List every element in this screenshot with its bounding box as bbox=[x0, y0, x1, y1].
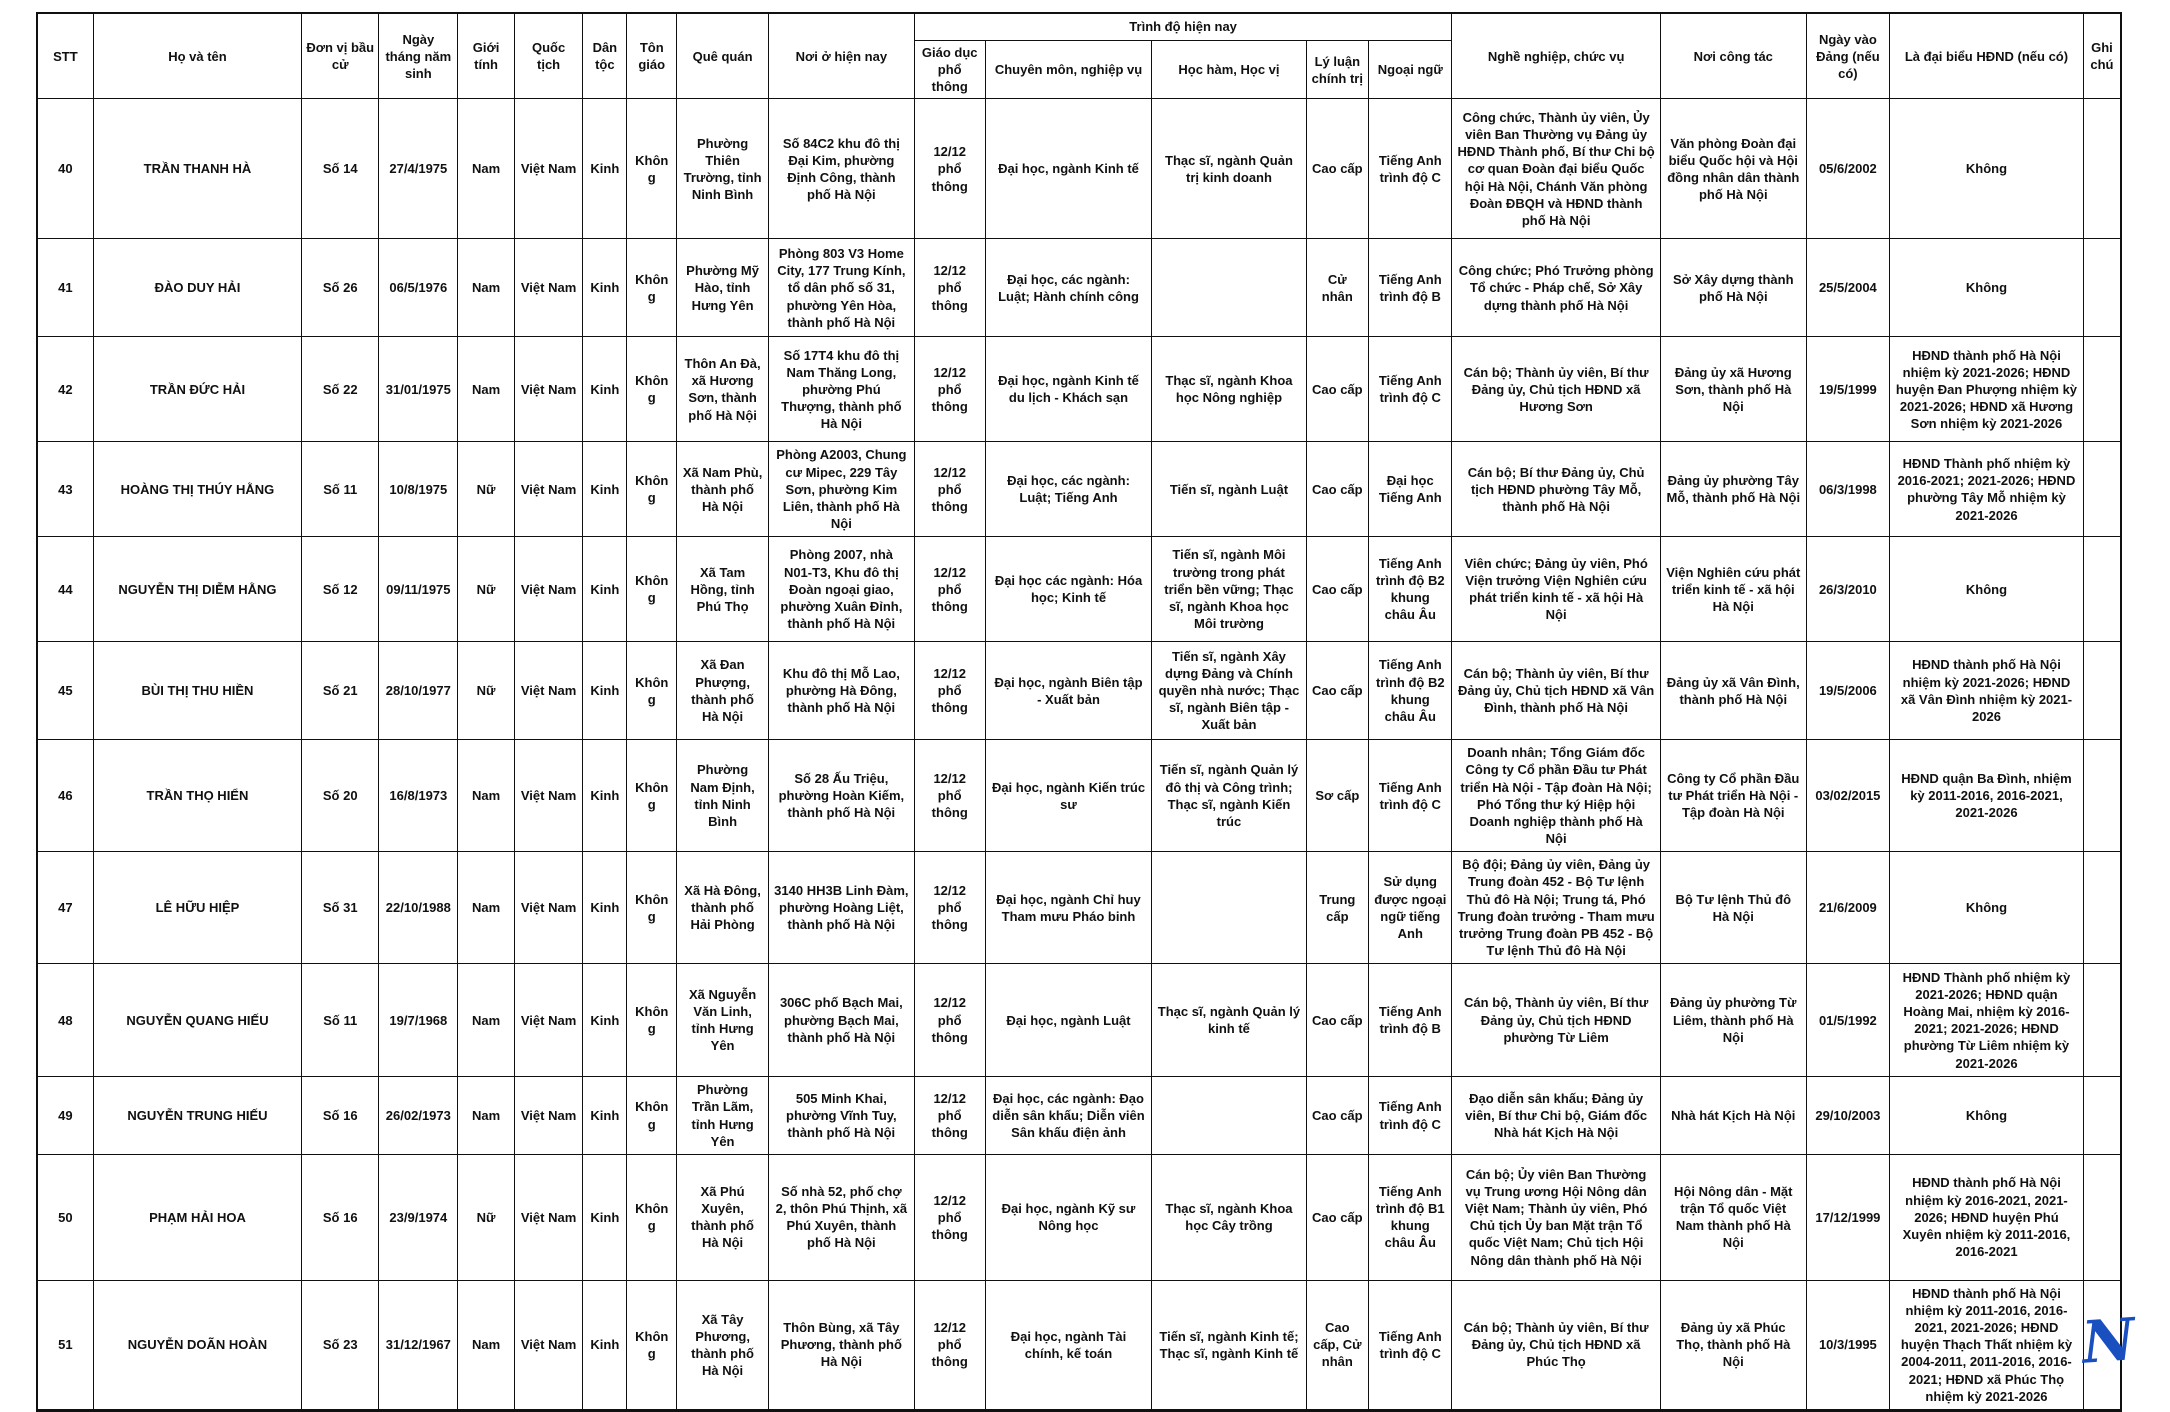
col-header-dai-bieu-hdnd: Là đại biểu HĐND (nếu có) bbox=[1890, 13, 2084, 99]
col-header-que-quan: Quê quán bbox=[677, 13, 769, 99]
cell-dan-toc: Kinh bbox=[583, 1280, 627, 1410]
cell-don-vi-bau-cu: Số 23 bbox=[302, 1280, 379, 1410]
cell-chuyen-mon: Đại học, ngành Luật bbox=[985, 964, 1152, 1077]
cell-noi-cong-tac: Đảng ủy xã Hương Sơn, thành phố Hà Nội bbox=[1660, 337, 1806, 442]
cell-ghi-chu bbox=[2083, 337, 2121, 442]
cell-ngay-sinh: 23/9/1974 bbox=[379, 1154, 458, 1280]
cell-gioi-tinh: Nữ bbox=[458, 442, 514, 537]
cell-giao-duc-pho-thong: 12/12 phổ thông bbox=[914, 1077, 985, 1155]
col-header-don-vi-bau-cu: Đơn vị bầu cử bbox=[302, 13, 379, 99]
table-body bbox=[37, 99, 2121, 1410]
cell-quoc-tich: Việt Nam bbox=[514, 642, 583, 740]
cell-ly-luan-chinh-tri: Cao cấp bbox=[1306, 442, 1369, 537]
cell-don-vi-bau-cu: Số 12 bbox=[302, 537, 379, 642]
cell-noi-o-hien-nay: Phòng 2007, nhà N01-T3, Khu đô thị Đoàn ngoại giao, phường Xuân Đỉnh, thành phố Hà Nội bbox=[768, 537, 914, 642]
table-row bbox=[37, 239, 2121, 337]
col-header-noi-o-hien-nay: Nơi ở hiện nay bbox=[768, 13, 914, 99]
delegate-table bbox=[36, 12, 2122, 1412]
cell-quoc-tich: Việt Nam bbox=[514, 537, 583, 642]
cell-dan-toc: Kinh bbox=[583, 1154, 627, 1280]
cell-ton-giao: Không bbox=[627, 1077, 677, 1155]
cell-giao-duc-pho-thong: 12/12 phổ thông bbox=[914, 642, 985, 740]
cell-ghi-chu bbox=[2083, 537, 2121, 642]
cell-ngay-vao-dang: 01/5/1992 bbox=[1806, 964, 1889, 1077]
cell-noi-o-hien-nay: Số 28 Ấu Triệu, phường Hoàn Kiếm, thành phố Hà Nội bbox=[768, 740, 914, 852]
cell-ton-giao: Không bbox=[627, 239, 677, 337]
cell-noi-o-hien-nay: Khu đô thị Mỗ Lao, phường Hà Đông, thành phố Hà Nội bbox=[768, 642, 914, 740]
cell-noi-cong-tac: Viện Nghiên cứu phát triển kinh tế - xã hội Hà Nội bbox=[1660, 537, 1806, 642]
cell-que-quan: Xã Đan Phượng, thành phố Hà Nội bbox=[677, 642, 769, 740]
col-header-hoc-ham: Học hàm, Học vị bbox=[1152, 41, 1306, 99]
cell-don-vi-bau-cu: Số 11 bbox=[302, 964, 379, 1077]
cell-dan-toc: Kinh bbox=[583, 852, 627, 964]
cell-chuyen-mon: Đại học, ngành Kinh tế du lịch - Khách sạn bbox=[985, 337, 1152, 442]
cell-ngay-sinh: 09/11/1975 bbox=[379, 537, 458, 642]
cell-ngay-vao-dang: 21/6/2009 bbox=[1806, 852, 1889, 964]
cell-noi-o-hien-nay: Số 84C2 khu đô thị Đại Kim, phường Định Công, thành phố Hà Nội bbox=[768, 99, 914, 239]
table-row bbox=[37, 337, 2121, 442]
cell-ly-luan-chinh-tri: Cao cấp bbox=[1306, 964, 1369, 1077]
col-header-ghi-chu: Ghi chú bbox=[2083, 13, 2121, 99]
table-row bbox=[37, 852, 2121, 964]
cell-ghi-chu bbox=[2083, 740, 2121, 852]
cell-hoc-ham-hoc-vi bbox=[1152, 1077, 1306, 1155]
cell-quoc-tich: Việt Nam bbox=[514, 740, 583, 852]
cell-ngay-sinh: 10/8/1975 bbox=[379, 442, 458, 537]
cell-chuyen-mon: Đại học, ngành Biên tập - Xuất bản bbox=[985, 642, 1152, 740]
cell-que-quan: Phường Trần Lãm, tỉnh Hưng Yên bbox=[677, 1077, 769, 1155]
cell-dai-bieu-hdnd: HĐND thành phố Hà Nội nhiệm kỳ 2011-2016, 2016-2021, 2021-2026; HĐND huyện Thạch Thất nhiệm kỳ 2004-2011, 2011-2016, 2016-2021; HĐND xã Phúc Thọ nhiệm kỳ 2021-2026 bbox=[1890, 1280, 2084, 1410]
cell-giao-duc-pho-thong: 12/12 phổ thông bbox=[914, 537, 985, 642]
cell-ngoai-ngu: Tiếng Anh trình độ B1 khung châu Âu bbox=[1369, 1154, 1452, 1280]
cell-ngay-sinh: 26/02/1973 bbox=[379, 1077, 458, 1155]
cell-ngay-vao-dang: 06/3/1998 bbox=[1806, 442, 1889, 537]
cell-ngay-sinh: 31/12/1967 bbox=[379, 1280, 458, 1410]
cell-noi-o-hien-nay: Số nhà 52, phố chợ 2, thôn Phú Thịnh, xã Phú Xuyên, thành phố Hà Nội bbox=[768, 1154, 914, 1280]
cell-ngoai-ngu: Tiếng Anh trình độ B2 khung châu Âu bbox=[1369, 537, 1452, 642]
cell-ngoai-ngu: Tiếng Anh trình độ C bbox=[1369, 337, 1452, 442]
cell-chuyen-mon: Đại học, ngành Tài chính, kế toán bbox=[985, 1280, 1152, 1410]
cell-que-quan: Xã Hà Đông, thành phố Hải Phòng bbox=[677, 852, 769, 964]
cell-nghe-nghiep-chuc-vu: Bộ đội; Đảng ủy viên, Đảng ủy Trung đoàn 452 - Bộ Tư lệnh Thủ đô Hà Nội; Trung tá, Phó Trung đoàn trưởng - Tham mưu trưởng Trung đoàn PB 452 - Bộ Tư lệnh Thủ đô Hà Nội bbox=[1452, 852, 1660, 964]
cell-noi-cong-tac: Đảng ủy xã Phúc Thọ, thành phố Hà Nội bbox=[1660, 1280, 1806, 1410]
cell-hoc-ham-hoc-vi: Tiến sĩ, ngành Môi trường trong phát triển bền vững; Thạc sĩ, ngành Khoa học Môi trường bbox=[1152, 537, 1306, 642]
cell-ho-va-ten: TRẦN ĐỨC HẢI bbox=[93, 337, 301, 442]
cell-stt: 45 bbox=[37, 642, 93, 740]
cell-nghe-nghiep-chuc-vu: Công chức, Thành ủy viên, Ủy viên Ban Thường vụ Đảng ủy HĐND Thành phố, Bí thư Chi bộ cơ quan Đoàn đại biểu Quốc hội Hà Nội, Chánh Văn phòng Đoàn ĐBQH và HĐND thành phố Hà Nội bbox=[1452, 99, 1660, 239]
cell-chuyen-mon: Đại học, ngành Kinh tế bbox=[985, 99, 1152, 239]
cell-nghe-nghiep-chuc-vu: Cán bộ; Thành ủy viên, Bí thư Đảng ủy, Chủ tịch HĐND xã Vân Đình, thành phố Hà Nội bbox=[1452, 642, 1660, 740]
cell-noi-cong-tac: Sở Xây dựng thành phố Hà Nội bbox=[1660, 239, 1806, 337]
cell-ho-va-ten: NGUYỄN THỊ DIỄM HẰNG bbox=[93, 537, 301, 642]
col-header-gioi-tinh: Giới tính bbox=[458, 13, 514, 99]
cell-chuyen-mon: Đại học, các ngành: Luật; Hành chính công bbox=[985, 239, 1152, 337]
cell-ly-luan-chinh-tri: Cử nhân bbox=[1306, 239, 1369, 337]
cell-gioi-tinh: Nam bbox=[458, 337, 514, 442]
cell-noi-o-hien-nay: 505 Minh Khai, phường Vĩnh Tuy, thành phố Hà Nội bbox=[768, 1077, 914, 1155]
cell-stt: 46 bbox=[37, 740, 93, 852]
cell-noi-o-hien-nay: 3140 HH3B Linh Đàm, phường Hoàng Liệt, thành phố Hà Nội bbox=[768, 852, 914, 964]
cell-ngay-sinh: 27/4/1975 bbox=[379, 99, 458, 239]
cell-chuyen-mon: Đại học, ngành Kỹ sư Nông học bbox=[985, 1154, 1152, 1280]
col-header-ho-va-ten: Họ và tên bbox=[93, 13, 301, 99]
cell-que-quan: Phường Nam Định, tỉnh Ninh Bình bbox=[677, 740, 769, 852]
cell-noi-cong-tac: Công ty Cổ phần Đầu tư Phát triển Hà Nội - Tập đoàn Hà Nội bbox=[1660, 740, 1806, 852]
table-row bbox=[37, 642, 2121, 740]
cell-que-quan: Xã Tam Hồng, tỉnh Phú Thọ bbox=[677, 537, 769, 642]
cell-ton-giao: Không bbox=[627, 964, 677, 1077]
cell-nghe-nghiep-chuc-vu: Viên chức; Đảng ủy viên, Phó Viện trưởng Viện Nghiên cứu phát triển kinh tế - xã hội Hà Nội bbox=[1452, 537, 1660, 642]
cell-ton-giao: Không bbox=[627, 852, 677, 964]
cell-don-vi-bau-cu: Số 16 bbox=[302, 1154, 379, 1280]
cell-que-quan: Phường Thiên Trường, tỉnh Ninh Bình bbox=[677, 99, 769, 239]
col-group-trinh-do: Trình độ hiện nay bbox=[914, 13, 1452, 41]
cell-chuyen-mon: Đại học, ngành Chỉ huy Tham mưu Pháo binh bbox=[985, 852, 1152, 964]
cell-ly-luan-chinh-tri: Sơ cấp bbox=[1306, 740, 1369, 852]
cell-giao-duc-pho-thong: 12/12 phổ thông bbox=[914, 1280, 985, 1410]
cell-quoc-tich: Việt Nam bbox=[514, 337, 583, 442]
cell-quoc-tich: Việt Nam bbox=[514, 1077, 583, 1155]
cell-ton-giao: Không bbox=[627, 442, 677, 537]
cell-que-quan: Xã Nam Phù, thành phố Hà Nội bbox=[677, 442, 769, 537]
cell-ngay-vao-dang: 19/5/2006 bbox=[1806, 642, 1889, 740]
cell-nghe-nghiep-chuc-vu: Cán bộ; Ủy viên Ban Thường vụ Trung ương Hội Nông dân Việt Nam; Thành ủy viên, Phó Chủ tịch Ủy ban Mặt trận Tổ quốc Việt Nam; Chủ tịch Hội Nông dân thành phố Hà Nội bbox=[1452, 1154, 1660, 1280]
cell-dai-bieu-hdnd: HĐND thành phố Hà Nội nhiệm kỳ 2016-2021, 2021-2026; HĐND huyện Phú Xuyên nhiệm kỳ 2011-2016, 2016-2021 bbox=[1890, 1154, 2084, 1280]
cell-ly-luan-chinh-tri: Cao cấp bbox=[1306, 1077, 1369, 1155]
cell-giao-duc-pho-thong: 12/12 phổ thông bbox=[914, 442, 985, 537]
cell-ngay-sinh: 28/10/1977 bbox=[379, 642, 458, 740]
cell-ho-va-ten: BÙI THỊ THU HIỀN bbox=[93, 642, 301, 740]
cell-ghi-chu bbox=[2083, 852, 2121, 964]
cell-ngoai-ngu: Tiếng Anh trình độ C bbox=[1369, 99, 1452, 239]
cell-giao-duc-pho-thong: 12/12 phổ thông bbox=[914, 740, 985, 852]
cell-ton-giao: Không bbox=[627, 740, 677, 852]
cell-don-vi-bau-cu: Số 31 bbox=[302, 852, 379, 964]
cell-noi-cong-tac: Đảng ủy phường Tây Mỗ, thành phố Hà Nội bbox=[1660, 442, 1806, 537]
cell-ho-va-ten: PHẠM HẢI HOA bbox=[93, 1154, 301, 1280]
cell-don-vi-bau-cu: Số 26 bbox=[302, 239, 379, 337]
cell-don-vi-bau-cu: Số 14 bbox=[302, 99, 379, 239]
cell-dan-toc: Kinh bbox=[583, 642, 627, 740]
cell-que-quan: Xã Nguyễn Văn Linh, tỉnh Hưng Yên bbox=[677, 964, 769, 1077]
cell-quoc-tich: Việt Nam bbox=[514, 442, 583, 537]
cell-ngay-vao-dang: 05/6/2002 bbox=[1806, 99, 1889, 239]
cell-quoc-tich: Việt Nam bbox=[514, 239, 583, 337]
cell-ton-giao: Không bbox=[627, 1280, 677, 1410]
cell-ton-giao: Không bbox=[627, 537, 677, 642]
cell-ngay-vao-dang: 03/02/2015 bbox=[1806, 740, 1889, 852]
cell-gioi-tinh: Nam bbox=[458, 1077, 514, 1155]
cell-stt: 41 bbox=[37, 239, 93, 337]
delegate-roster-sheet bbox=[36, 12, 2122, 1412]
cell-dan-toc: Kinh bbox=[583, 964, 627, 1077]
cell-gioi-tinh: Nam bbox=[458, 239, 514, 337]
table-row bbox=[37, 99, 2121, 239]
cell-noi-o-hien-nay: 306C phố Bạch Mai, phường Bạch Mai, thành phố Hà Nội bbox=[768, 964, 914, 1077]
cell-gioi-tinh: Nam bbox=[458, 964, 514, 1077]
cell-noi-o-hien-nay: Phòng 803 V3 Home City, 177 Trung Kính, tổ dân phố số 31, phường Yên Hòa, thành phố Hà Nội bbox=[768, 239, 914, 337]
cell-hoc-ham-hoc-vi bbox=[1152, 852, 1306, 964]
cell-giao-duc-pho-thong: 12/12 phổ thông bbox=[914, 337, 985, 442]
cell-ho-va-ten: TRẦN THỌ HIỂN bbox=[93, 740, 301, 852]
cell-ghi-chu bbox=[2083, 642, 2121, 740]
table-row bbox=[37, 1280, 2121, 1410]
cell-hoc-ham-hoc-vi: Tiến sĩ, ngành Quản lý đô thị và Công trình; Thạc sĩ, ngành Kiến trúc bbox=[1152, 740, 1306, 852]
cell-ngay-vao-dang: 26/3/2010 bbox=[1806, 537, 1889, 642]
cell-noi-o-hien-nay: Thôn Bùng, xã Tây Phương, thành phố Hà Nội bbox=[768, 1280, 914, 1410]
cell-giao-duc-pho-thong: 12/12 phổ thông bbox=[914, 99, 985, 239]
cell-noi-o-hien-nay: Phòng A2003, Chung cư Mipec, 229 Tây Sơn, phường Kim Liên, thành phố Hà Nội bbox=[768, 442, 914, 537]
col-header-ly-luan: Lý luận chính trị bbox=[1306, 41, 1369, 99]
cell-gioi-tinh: Nam bbox=[458, 852, 514, 964]
cell-ton-giao: Không bbox=[627, 99, 677, 239]
cell-stt: 43 bbox=[37, 442, 93, 537]
cell-ly-luan-chinh-tri: Cao cấp bbox=[1306, 99, 1369, 239]
cell-ly-luan-chinh-tri: Cao cấp bbox=[1306, 337, 1369, 442]
cell-ngoai-ngu: Tiếng Anh trình độ C bbox=[1369, 1077, 1452, 1155]
cell-nghe-nghiep-chuc-vu: Cán bộ; Bí thư Đảng ủy, Chủ tịch HĐND phường Tây Mỗ, thành phố Hà Nội bbox=[1452, 442, 1660, 537]
cell-chuyen-mon: Đại học, ngành Kiến trúc sư bbox=[985, 740, 1152, 852]
cell-ngay-sinh: 31/01/1975 bbox=[379, 337, 458, 442]
cell-stt: 51 bbox=[37, 1280, 93, 1410]
col-header-chuyen-mon: Chuyên môn, nghiệp vụ bbox=[985, 41, 1152, 99]
cell-hoc-ham-hoc-vi: Thạc sĩ, ngành Quản trị kinh doanh bbox=[1152, 99, 1306, 239]
cell-dai-bieu-hdnd: HĐND Thành phố nhiệm kỳ 2016-2021; 2021-2026; HĐND phường Tây Mỗ nhiệm kỳ 2021-2026 bbox=[1890, 442, 2084, 537]
cell-ngoai-ngu: Đại học Tiếng Anh bbox=[1369, 442, 1452, 537]
cell-que-quan: Xã Phú Xuyên, thành phố Hà Nội bbox=[677, 1154, 769, 1280]
cell-giao-duc-pho-thong: 12/12 phổ thông bbox=[914, 964, 985, 1077]
cell-ghi-chu bbox=[2083, 1154, 2121, 1280]
cell-hoc-ham-hoc-vi bbox=[1152, 239, 1306, 337]
cell-gioi-tinh: Nữ bbox=[458, 1154, 514, 1280]
cell-que-quan: Thôn An Đà, xã Hương Sơn, thành phố Hà Nội bbox=[677, 337, 769, 442]
cell-don-vi-bau-cu: Số 16 bbox=[302, 1077, 379, 1155]
col-header-ngay-sinh: Ngày tháng năm sinh bbox=[379, 13, 458, 99]
cell-giao-duc-pho-thong: 12/12 phổ thông bbox=[914, 1154, 985, 1280]
cell-dan-toc: Kinh bbox=[583, 337, 627, 442]
cell-noi-cong-tac: Đảng ủy xã Vân Đình, thành phố Hà Nội bbox=[1660, 642, 1806, 740]
cell-ngay-vao-dang: 10/3/1995 bbox=[1806, 1280, 1889, 1410]
cell-ghi-chu bbox=[2083, 239, 2121, 337]
cell-ngoai-ngu: Tiếng Anh trình độ B2 khung châu Âu bbox=[1369, 642, 1452, 740]
cell-don-vi-bau-cu: Số 11 bbox=[302, 442, 379, 537]
cell-stt: 40 bbox=[37, 99, 93, 239]
cell-que-quan: Xã Tây Phương, thành phố Hà Nội bbox=[677, 1280, 769, 1410]
cell-quoc-tich: Việt Nam bbox=[514, 964, 583, 1077]
cell-hoc-ham-hoc-vi: Thạc sĩ, ngành Quản lý kinh tế bbox=[1152, 964, 1306, 1077]
cell-noi-cong-tac: Bộ Tư lệnh Thủ đô Hà Nội bbox=[1660, 852, 1806, 964]
cell-chuyen-mon: Đại học các ngành: Hóa học; Kinh tế bbox=[985, 537, 1152, 642]
col-header-ngay-vao-dang: Ngày vào Đảng (nếu có) bbox=[1806, 13, 1889, 99]
cell-dai-bieu-hdnd: HĐND quận Ba Đình, nhiệm kỳ 2011-2016, 2016-2021, 2021-2026 bbox=[1890, 740, 2084, 852]
cell-stt: 42 bbox=[37, 337, 93, 442]
cell-gioi-tinh: Nam bbox=[458, 1280, 514, 1410]
cell-ly-luan-chinh-tri: Trung cấp bbox=[1306, 852, 1369, 964]
table-row bbox=[37, 537, 2121, 642]
cell-chuyen-mon: Đại học, các ngành: Đạo diễn sân khấu; Diễn viên Sân khấu điện ảnh bbox=[985, 1077, 1152, 1155]
col-header-noi-cong-tac: Nơi công tác bbox=[1660, 13, 1806, 99]
cell-ngay-sinh: 22/10/1988 bbox=[379, 852, 458, 964]
cell-stt: 44 bbox=[37, 537, 93, 642]
col-header-ton-giao: Tôn giáo bbox=[627, 13, 677, 99]
cell-gioi-tinh: Nam bbox=[458, 740, 514, 852]
cell-ngay-vao-dang: 25/5/2004 bbox=[1806, 239, 1889, 337]
cell-nghe-nghiep-chuc-vu: Doanh nhân; Tổng Giám đốc Công ty Cổ phần Đầu tư Phát triển Hà Nội - Tập đoàn Hà Nội; Phó Tổng thư ký Hiệp hội Doanh nghiệp thành phố Hà Nội bbox=[1452, 740, 1660, 852]
cell-gioi-tinh: Nữ bbox=[458, 537, 514, 642]
cell-noi-o-hien-nay: Số 17T4 khu đô thị Nam Thăng Long, phường Phú Thượng, thành phố Hà Nội bbox=[768, 337, 914, 442]
col-header-nghe-nghiep: Nghề nghiệp, chức vụ bbox=[1452, 13, 1660, 99]
cell-dan-toc: Kinh bbox=[583, 239, 627, 337]
table-row bbox=[37, 442, 2121, 537]
cell-nghe-nghiep-chuc-vu: Đạo diễn sân khấu; Đảng ủy viên, Bí thư Chi bộ, Giám đốc Nhà hát Kịch Hà Nội bbox=[1452, 1077, 1660, 1155]
table-row bbox=[37, 1154, 2121, 1280]
cell-noi-cong-tac: Đảng ủy phường Từ Liêm, thành phố Hà Nội bbox=[1660, 964, 1806, 1077]
cell-dai-bieu-hdnd: HĐND thành phố Hà Nội nhiệm kỳ 2021-2026; HĐND xã Vân Đình nhiệm kỳ 2021-2026 bbox=[1890, 642, 2084, 740]
cell-ngoai-ngu: Sử dụng được ngoại ngữ tiếng Anh bbox=[1369, 852, 1452, 964]
cell-ly-luan-chinh-tri: Cao cấp, Cử nhân bbox=[1306, 1280, 1369, 1410]
cell-hoc-ham-hoc-vi: Tiến sĩ, ngành Luật bbox=[1152, 442, 1306, 537]
cell-ly-luan-chinh-tri: Cao cấp bbox=[1306, 642, 1369, 740]
cell-stt: 48 bbox=[37, 964, 93, 1077]
cell-ghi-chu bbox=[2083, 442, 2121, 537]
cell-gioi-tinh: Nữ bbox=[458, 642, 514, 740]
cell-nghe-nghiep-chuc-vu: Cán bộ, Thành ủy viên, Bí thư Đảng ủy, Chủ tịch HĐND phường Từ Liêm bbox=[1452, 964, 1660, 1077]
table-header bbox=[37, 13, 2121, 99]
cell-ton-giao: Không bbox=[627, 642, 677, 740]
cell-chuyen-mon: Đại học, các ngành: Luật; Tiếng Anh bbox=[985, 442, 1152, 537]
cell-noi-cong-tac: Hội Nông dân - Mặt trận Tổ quốc Việt Nam thành phố Hà Nội bbox=[1660, 1154, 1806, 1280]
cell-dan-toc: Kinh bbox=[583, 99, 627, 239]
cell-dan-toc: Kinh bbox=[583, 740, 627, 852]
cell-dai-bieu-hdnd: Không bbox=[1890, 99, 2084, 239]
cell-ngoai-ngu: Tiếng Anh trình độ C bbox=[1369, 1280, 1452, 1410]
cell-ho-va-ten: HOÀNG THỊ THÚY HẰNG bbox=[93, 442, 301, 537]
cell-ho-va-ten: NGUYỄN QUANG HIẾU bbox=[93, 964, 301, 1077]
table-row bbox=[37, 964, 2121, 1077]
cell-ton-giao: Không bbox=[627, 1154, 677, 1280]
cell-quoc-tich: Việt Nam bbox=[514, 1280, 583, 1410]
cell-ngoai-ngu: Tiếng Anh trình độ B bbox=[1369, 964, 1452, 1077]
table-row bbox=[37, 1077, 2121, 1155]
cell-dan-toc: Kinh bbox=[583, 537, 627, 642]
cell-ngay-sinh: 19/7/1968 bbox=[379, 964, 458, 1077]
col-header-dan-toc: Dân tộc bbox=[583, 13, 627, 99]
cell-ghi-chu bbox=[2083, 1077, 2121, 1155]
cell-dan-toc: Kinh bbox=[583, 442, 627, 537]
cell-noi-cong-tac: Văn phòng Đoàn đại biểu Quốc hội và Hội đồng nhân dân thành phố Hà Nội bbox=[1660, 99, 1806, 239]
col-header-quoc-tich: Quốc tịch bbox=[514, 13, 583, 99]
cell-don-vi-bau-cu: Số 20 bbox=[302, 740, 379, 852]
cell-nghe-nghiep-chuc-vu: Cán bộ; Thành ủy viên, Bí thư Đảng ủy, Chủ tịch HĐND xã Phúc Thọ bbox=[1452, 1280, 1660, 1410]
cell-hoc-ham-hoc-vi: Tiến sĩ, ngành Xây dựng Đảng và Chính quyền nhà nước; Thạc sĩ, ngành Biên tập -Xuất bản bbox=[1152, 642, 1306, 740]
cell-quoc-tich: Việt Nam bbox=[514, 852, 583, 964]
handwritten-signature-mark: N bbox=[2079, 1305, 2138, 1377]
cell-ngay-vao-dang: 29/10/2003 bbox=[1806, 1077, 1889, 1155]
cell-stt: 49 bbox=[37, 1077, 93, 1155]
cell-hoc-ham-hoc-vi: Thạc sĩ, ngành Khoa học Nông nghiệp bbox=[1152, 337, 1306, 442]
cell-ngay-sinh: 16/8/1973 bbox=[379, 740, 458, 852]
table-row bbox=[37, 740, 2121, 852]
cell-ho-va-ten: TRẦN THANH HÀ bbox=[93, 99, 301, 239]
cell-dai-bieu-hdnd: HĐND thành phố Hà Nội nhiệm kỳ 2021-2026; HĐND huyện Đan Phượng nhiệm kỳ 2021-2026; HĐND xã Hương Sơn nhiệm kỳ 2021-2026 bbox=[1890, 337, 2084, 442]
cell-ton-giao: Không bbox=[627, 337, 677, 442]
cell-ngoai-ngu: Tiếng Anh trình độ C bbox=[1369, 740, 1452, 852]
cell-que-quan: Phường Mỹ Hào, tỉnh Hưng Yên bbox=[677, 239, 769, 337]
cell-hoc-ham-hoc-vi: Thạc sĩ, ngành Khoa học Cây trồng bbox=[1152, 1154, 1306, 1280]
cell-ngay-vao-dang: 19/5/1999 bbox=[1806, 337, 1889, 442]
cell-ho-va-ten: ĐÀO DUY HẢI bbox=[93, 239, 301, 337]
cell-quoc-tich: Việt Nam bbox=[514, 1154, 583, 1280]
cell-nghe-nghiep-chuc-vu: Cán bộ; Thành ủy viên, Bí thư Đảng ủy, Chủ tịch HĐND xã Hương Sơn bbox=[1452, 337, 1660, 442]
cell-dai-bieu-hdnd: Không bbox=[1890, 239, 2084, 337]
cell-noi-cong-tac: Nhà hát Kịch Hà Nội bbox=[1660, 1077, 1806, 1155]
col-header-giao-duc: Giáo dục phổ thông bbox=[914, 41, 985, 99]
cell-giao-duc-pho-thong: 12/12 phổ thông bbox=[914, 852, 985, 964]
cell-dai-bieu-hdnd: Không bbox=[1890, 1077, 2084, 1155]
cell-dai-bieu-hdnd: HĐND Thành phố nhiệm kỳ 2021-2026; HĐND quận Hoàng Mai, nhiệm kỳ 2016-2021; 2021-2026; HĐND phường Từ Liêm nhiệm kỳ 2021-2026 bbox=[1890, 964, 2084, 1077]
cell-dai-bieu-hdnd: Không bbox=[1890, 537, 2084, 642]
cell-ngoai-ngu: Tiếng Anh trình độ B bbox=[1369, 239, 1452, 337]
cell-ho-va-ten: NGUYỄN TRUNG HIẾU bbox=[93, 1077, 301, 1155]
cell-ho-va-ten: LÊ HỮU HIỆP bbox=[93, 852, 301, 964]
cell-stt: 50 bbox=[37, 1154, 93, 1280]
cell-ho-va-ten: NGUYỄN DOÃN HOÀN bbox=[93, 1280, 301, 1410]
col-header-ngoai-ngu: Ngoại ngữ bbox=[1369, 41, 1452, 99]
cell-nghe-nghiep-chuc-vu: Công chức; Phó Trưởng phòng Tổ chức - Pháp chế, Sở Xây dựng thành phố Hà Nội bbox=[1452, 239, 1660, 337]
cell-ghi-chu bbox=[2083, 99, 2121, 239]
cell-ghi-chu bbox=[2083, 964, 2121, 1077]
cell-don-vi-bau-cu: Số 21 bbox=[302, 642, 379, 740]
cell-giao-duc-pho-thong: 12/12 phổ thông bbox=[914, 239, 985, 337]
cell-quoc-tich: Việt Nam bbox=[514, 99, 583, 239]
cell-stt: 47 bbox=[37, 852, 93, 964]
col-header-stt: STT bbox=[37, 13, 93, 99]
cell-ly-luan-chinh-tri: Cao cấp bbox=[1306, 537, 1369, 642]
cell-gioi-tinh: Nam bbox=[458, 99, 514, 239]
cell-don-vi-bau-cu: Số 22 bbox=[302, 337, 379, 442]
cell-ngay-vao-dang: 17/12/1999 bbox=[1806, 1154, 1889, 1280]
cell-dan-toc: Kinh bbox=[583, 1077, 627, 1155]
cell-ngay-sinh: 06/5/1976 bbox=[379, 239, 458, 337]
cell-dai-bieu-hdnd: Không bbox=[1890, 852, 2084, 964]
cell-hoc-ham-hoc-vi: Tiến sĩ, ngành Kinh tế; Thạc sĩ, ngành Kinh tế bbox=[1152, 1280, 1306, 1410]
cell-ly-luan-chinh-tri: Cao cấp bbox=[1306, 1154, 1369, 1280]
